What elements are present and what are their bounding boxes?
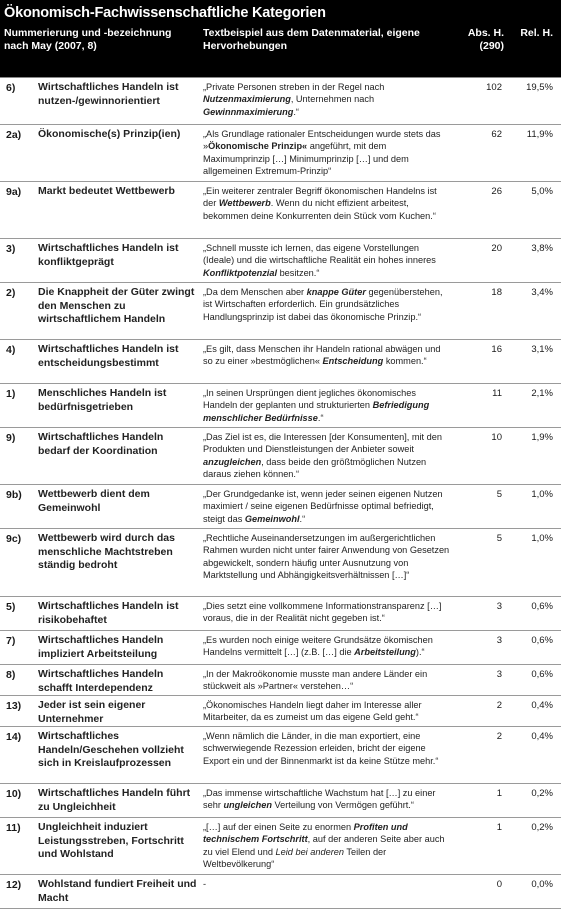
row-rel-frequency: 0,2% bbox=[531, 788, 553, 799]
row-rel-frequency: 0,6% bbox=[531, 635, 553, 646]
example-segment: „Ökonomisches Handeln liegt daher im Interesse aller Mitarbeiter, da es zumeist um das eigene Geld geht.“ bbox=[203, 700, 422, 723]
row-abs-frequency: 5 bbox=[496, 533, 502, 544]
example-segment: „Es wurden noch einige weitere Grundsätze ökomischen Handelns vermittelt […] (z.B. […] die bbox=[203, 635, 433, 658]
table-row bbox=[0, 384, 561, 428]
example-segment: „Das immense wirtschaftliche Wachstum hat […] zu einer sehr bbox=[203, 788, 436, 811]
table-row bbox=[0, 665, 561, 696]
example-segment: „Da dem Menschen aber bbox=[203, 287, 307, 297]
example-segment: „Der Grundgedanke ist, wenn jeder seinen eigenen Nutzen maximiert / seine eigenen Bedürfnisse optimal befriedigt, steigt das bbox=[203, 489, 443, 524]
example-segment: Profiten und technischem Fortschritt bbox=[203, 822, 408, 845]
row-number: 6) bbox=[6, 82, 16, 94]
table-row bbox=[0, 239, 561, 283]
row-number: 10) bbox=[6, 788, 22, 800]
table-row bbox=[0, 529, 561, 597]
example-segment: „Private Personen streben in der Regel nach bbox=[203, 82, 385, 92]
row-abs-frequency: 3 bbox=[496, 601, 502, 612]
row-category: Wirtschaftliches Handeln ist nutzen-/gewinnorientiert bbox=[38, 81, 179, 107]
row-number: 3) bbox=[6, 243, 16, 255]
example-segment: knappe Güter bbox=[306, 287, 366, 297]
example-segment: „Rechtliche Auseinandersetzungen im außergerichtlichen Rahmen wurden nicht unter fairer Anwendung von Gesetzen abgewickelt, sondern häufig unter Ausnutzung von Marktstellung und Abhängigkeitsverhältnissen […]“ bbox=[203, 533, 450, 581]
example-segment: Entscheidung bbox=[322, 356, 384, 367]
row-category: Wettbewerb dient dem Gemeinwohl bbox=[38, 488, 150, 514]
example-segment: ungleichen bbox=[223, 800, 272, 811]
table-header bbox=[0, 24, 561, 78]
table-row bbox=[0, 428, 561, 485]
example-segment: .“ bbox=[299, 513, 306, 524]
table-row bbox=[0, 78, 561, 125]
row-example bbox=[199, 597, 455, 630]
example-segment: .“ bbox=[293, 106, 299, 117]
header-numbering: Nummerierung und -bezeichnung nach May (2007, 8) bbox=[4, 27, 172, 52]
row-category: Ungleichheit induziert Leistungsstreben, Fortschritt und Wohlstand bbox=[38, 821, 184, 860]
row-example bbox=[199, 428, 455, 484]
row-abs-frequency: 3 bbox=[496, 635, 502, 646]
row-abs-frequency: 26 bbox=[491, 186, 502, 197]
example-segment: „Als Grundlage rationaler Entscheidungen wurde stets das » bbox=[203, 129, 441, 152]
row-example bbox=[199, 283, 455, 339]
example-segment: angeführt, mit dem Maximumprinzip […] Minimumprinzip […] und dem allgemeinen Extremum-Prinzip“ bbox=[203, 141, 409, 177]
row-number: 4) bbox=[6, 344, 16, 356]
example-segment: „Dies setzt eine vollkommene Informationstransparenz […] voraus, die in der Realität nicht gegeben ist.“ bbox=[203, 601, 442, 624]
row-abs-frequency: 1 bbox=[496, 822, 502, 833]
example-segment: Gemeinwohl bbox=[244, 513, 300, 524]
table-row bbox=[0, 485, 561, 529]
example-segment: . Wenn du nicht effizient arbeitest, bekommen deine Konkurrenten dein Stück vom Kuchen.“ bbox=[203, 198, 436, 221]
row-example bbox=[199, 818, 455, 874]
row-category: Ökonomische(s) Prinzip(ien) bbox=[38, 128, 181, 140]
example-segment: „Das Ziel ist es, die Interessen [der Konsumenten], mit den Produkten und Dienstleistungen der Anbieter soweit bbox=[203, 432, 442, 455]
row-category: Wirtschaftliches Handeln ist entscheidungsbestimmt bbox=[38, 343, 179, 369]
row-number: 9) bbox=[6, 432, 16, 444]
row-rel-frequency: 0,4% bbox=[531, 700, 553, 711]
row-number: 9c) bbox=[6, 533, 22, 545]
example-segment: ).“ bbox=[415, 647, 425, 658]
example-segment: besitzen.“ bbox=[277, 267, 320, 278]
row-category: Wirtschaftliches Handeln ist risikobehaftet bbox=[38, 600, 179, 626]
row-rel-frequency: 0,6% bbox=[531, 601, 553, 612]
example-segment: Konfliktpotenzial bbox=[203, 267, 278, 278]
example-segment: Verteilung von Vermögen geführt.“ bbox=[271, 800, 414, 811]
row-example bbox=[199, 784, 455, 817]
example-segment: „Es gilt, dass Menschen ihr Handeln rational abwägen und so zu einer »bestmöglichen« bbox=[203, 344, 441, 367]
header-abs-frequency: Abs. H. (290) bbox=[467, 27, 504, 52]
row-abs-frequency: 1 bbox=[496, 788, 502, 799]
row-number: 2) bbox=[6, 287, 16, 299]
row-abs-frequency: 62 bbox=[491, 129, 502, 140]
example-segment: „Schnell musste ich lernen, das eigene Vorstellungen (Ideale) und die wirtschaftliche Realität ein hohes inneres bbox=[203, 243, 436, 266]
example-segment: Wettbewerb bbox=[218, 198, 271, 209]
row-number: 7) bbox=[6, 635, 16, 647]
example-segment: gegenüberstehen, ist Wirtschaften erforderlich. Ein grundsätzliches Handlungsprinzip ist dabei das ökonomische Prinzip.“ bbox=[203, 287, 443, 322]
example-segment: Leid bei anderen bbox=[275, 846, 344, 857]
row-abs-frequency: 20 bbox=[491, 243, 502, 254]
row-rel-frequency: 3,4% bbox=[531, 287, 553, 298]
row-rel-frequency: 3,1% bbox=[531, 344, 553, 355]
row-category: Markt bedeutet Wettbewerb bbox=[38, 185, 175, 197]
row-category: Wettbewerb wird durch das menschliche Machtstreben ständig bedroht bbox=[38, 532, 175, 571]
row-number: 1) bbox=[6, 388, 16, 400]
row-category: Die Knappheit der Güter zwingt den Menschen zu wirtschaftlichem Handeln bbox=[38, 286, 195, 325]
row-rel-frequency: 0,0% bbox=[531, 879, 553, 890]
example-segment: Ökonomische Prinzip« bbox=[208, 141, 308, 152]
row-rel-frequency: 0,6% bbox=[531, 669, 553, 680]
row-abs-frequency: 2 bbox=[496, 731, 502, 742]
row-rel-frequency: 2,1% bbox=[531, 388, 553, 399]
row-number: 13) bbox=[6, 700, 22, 712]
row-rel-frequency: 3,8% bbox=[531, 243, 553, 254]
row-abs-frequency: 16 bbox=[491, 344, 502, 355]
table-body bbox=[0, 78, 561, 909]
row-abs-frequency: 18 bbox=[491, 287, 502, 298]
row-category: Wirtschaftliches Handeln impliziert Arbeitsteilung bbox=[38, 634, 164, 660]
table-row bbox=[0, 818, 561, 875]
row-category: Wirtschaftliches Handeln bedarf der Koordination bbox=[38, 431, 164, 457]
table-row bbox=[0, 182, 561, 239]
row-example bbox=[199, 239, 455, 282]
example-segment: Arbeitsteilung bbox=[354, 647, 416, 658]
table-row bbox=[0, 784, 561, 818]
row-abs-frequency: 10 bbox=[491, 432, 502, 443]
row-category: Wirtschaftliches Handeln führt zu Ungleichheit bbox=[38, 787, 191, 813]
row-number: 5) bbox=[6, 601, 16, 613]
row-rel-frequency: 0,4% bbox=[531, 731, 553, 742]
row-abs-frequency: 102 bbox=[486, 82, 502, 93]
table-row bbox=[0, 340, 561, 384]
row-rel-frequency: 19,5% bbox=[526, 82, 553, 93]
example-segment: Gewinnmaximierung bbox=[203, 106, 294, 117]
example-segment: , dass beide den größtmöglichen Nutzen daraus ziehen können.“ bbox=[203, 456, 427, 480]
example-segment: „In der Makroökonomie musste man andere Länder ein stückweit als »Partner« verstehen…“ bbox=[203, 669, 428, 692]
example-segment: - bbox=[203, 879, 207, 889]
example-segment: „In seinen Ursprüngen dient jegliches ökonomisches Handeln der geplanten und strukturierten bbox=[203, 388, 416, 411]
example-segment: „Ein weiterer zentraler Begriff ökonomischen Handelns ist der bbox=[203, 186, 437, 209]
example-segment: Teilen der Weltbevölkerung“ bbox=[203, 846, 387, 870]
row-rel-frequency: 11,9% bbox=[526, 129, 553, 140]
table-row bbox=[0, 875, 561, 909]
table-row bbox=[0, 597, 561, 631]
row-rel-frequency: 1,0% bbox=[531, 533, 553, 544]
row-number: 9a) bbox=[6, 186, 22, 198]
table-row bbox=[0, 631, 561, 665]
row-example bbox=[199, 340, 455, 383]
row-category: Wirtschaftliches Handeln/Geschehen vollzieht sich in Kreislaufprozessen bbox=[38, 730, 184, 769]
row-example bbox=[199, 631, 455, 664]
row-category: Wirtschaftliches Handeln ist konfliktgeprägt bbox=[38, 242, 179, 268]
example-segment: , Unternehmen nach bbox=[290, 94, 375, 105]
row-example bbox=[199, 78, 455, 124]
row-abs-frequency: 5 bbox=[496, 489, 502, 500]
row-category: Menschliches Handeln ist bedürfnisgetrieben bbox=[38, 387, 167, 413]
table-title: Ökonomisch-Fachwissenschaftliche Kategorien bbox=[0, 0, 561, 24]
row-abs-frequency: 3 bbox=[496, 669, 502, 680]
example-segment: , auf der anderen Seite aber auch zu viel Elend und bbox=[203, 834, 445, 857]
table-row bbox=[0, 696, 561, 727]
row-example bbox=[199, 875, 455, 908]
row-example bbox=[199, 384, 455, 427]
example-segment: kommen.“ bbox=[383, 356, 427, 367]
example-segment: „[…] auf der einen Seite zu enormen bbox=[203, 822, 354, 832]
example-segment: Befriedigung menschlicher Bedürfnisse bbox=[203, 400, 430, 423]
example-segment: „Wenn nämlich die Länder, in die man exportiert, eine schwerwiegende Rezession erleiden, bricht der eigene Export ein und der Binnenmarkt ist da keine Stütze mehr.“ bbox=[203, 731, 439, 766]
row-number: 14) bbox=[6, 731, 22, 743]
row-example bbox=[199, 182, 455, 238]
row-example bbox=[199, 696, 455, 726]
row-number: 12) bbox=[6, 879, 22, 891]
row-example bbox=[199, 727, 455, 783]
row-example bbox=[199, 665, 455, 695]
row-abs-frequency: 11 bbox=[492, 388, 502, 399]
example-segment: Nutzenmaximierung bbox=[203, 94, 291, 105]
row-example bbox=[199, 125, 455, 181]
row-number: 9b) bbox=[6, 489, 22, 501]
example-segment: .“ bbox=[317, 412, 324, 423]
row-abs-frequency: 2 bbox=[496, 700, 502, 711]
row-category: Wohlstand fundiert Freiheit und Macht bbox=[38, 878, 197, 904]
example-segment: anzugleichen bbox=[203, 456, 262, 467]
row-rel-frequency: 0,2% bbox=[531, 822, 553, 833]
header-text-example: Textbeispiel aus dem Datenmaterial, eigene Hervorhebungen bbox=[203, 27, 420, 52]
table-row bbox=[0, 727, 561, 784]
row-example bbox=[199, 529, 455, 596]
row-category: Jeder ist sein eigener Unternehmer bbox=[38, 699, 146, 725]
row-example bbox=[199, 485, 455, 528]
row-number: 8) bbox=[6, 669, 16, 681]
row-rel-frequency: 5,0% bbox=[531, 186, 553, 197]
header-rel-frequency: Rel. H. bbox=[520, 27, 553, 39]
row-rel-frequency: 1,0% bbox=[531, 489, 553, 500]
row-number: 11) bbox=[6, 822, 21, 834]
row-category: Wirtschaftliches Handeln schafft Interdependenz bbox=[38, 668, 164, 694]
table-row bbox=[0, 283, 561, 340]
row-rel-frequency: 1,9% bbox=[531, 432, 553, 443]
row-number: 2a) bbox=[6, 129, 22, 141]
table-row bbox=[0, 125, 561, 182]
row-abs-frequency: 0 bbox=[496, 879, 502, 890]
